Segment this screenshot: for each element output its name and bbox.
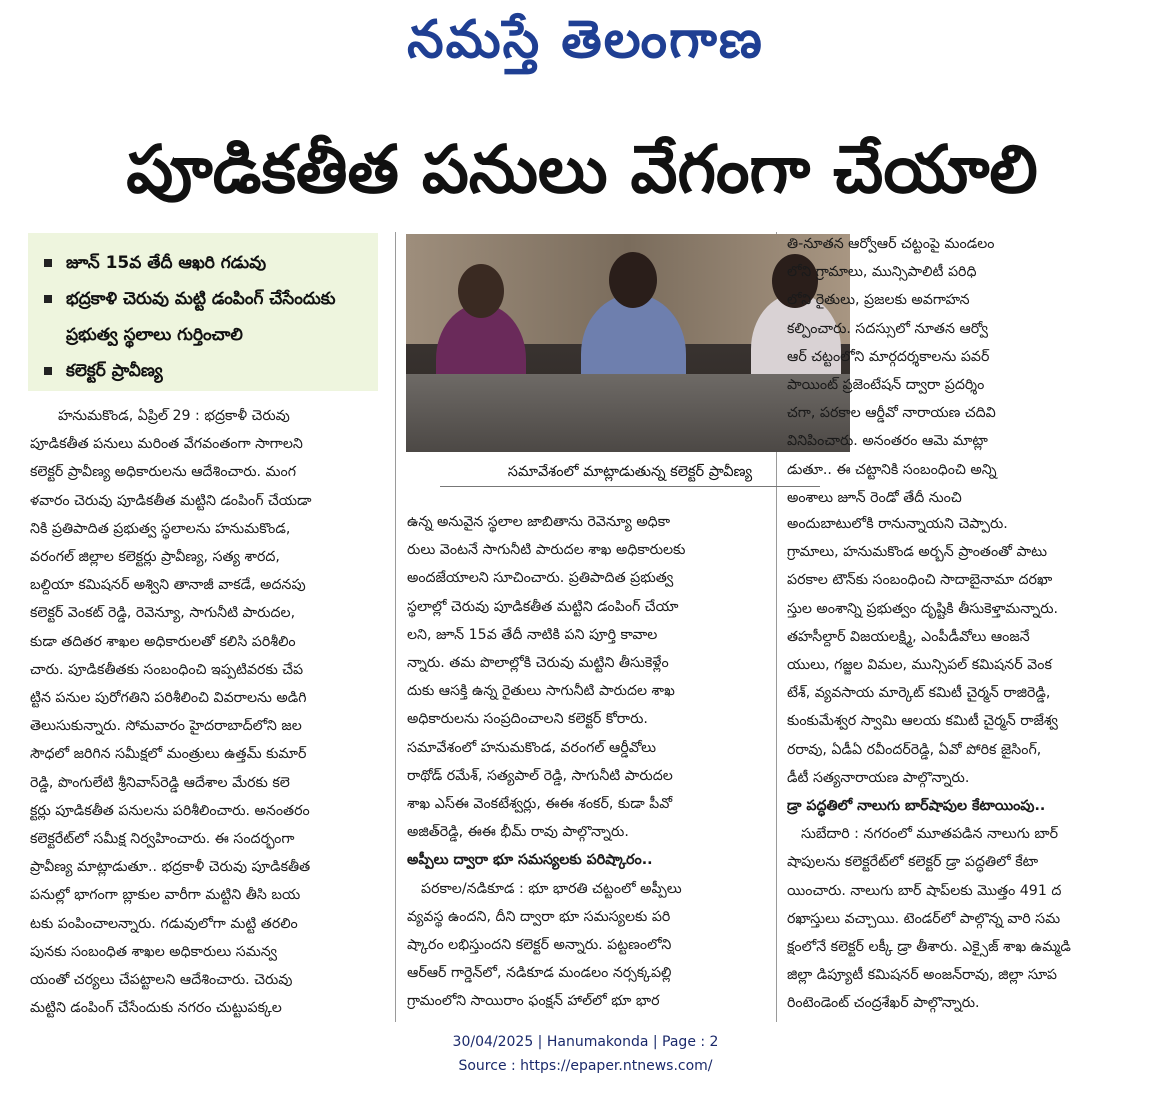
text-line: ఆర్ చట్టంలోని మార్గదర్శకాలను పవర్ <box>787 348 990 365</box>
text-line: పరకాల/నడికూడ : భూ భారతి చట్టంలో అప్పీలు <box>421 880 682 897</box>
text-line: దుకు ఆసక్తి ఉన్న రైతులు సాగునీటి పారుదల శాఖ <box>407 683 675 700</box>
text-line: హనుమకొండ, ఏప్రిల్ 29 : భద్రకాళీ చెరువు <box>58 408 290 424</box>
text-line: షాపులను కలెక్టరేట్‌లో కలెక్టర్ డ్రా పద్ధతిలో కేటా <box>787 854 1039 871</box>
text-line: స్తుల అంశాన్ని ప్రభుత్వం దృష్టికి తీసుకెళ్తామన్నారు. <box>787 600 1059 617</box>
column-divider <box>395 232 396 1022</box>
text-line: పూడికతీత పనులు మరింత వేగవంతంగా సాగాలని <box>30 436 303 453</box>
text-line: క్టర్లు పూడికతీత పనులను పరిశీలించారు. అనంతరం <box>30 802 310 819</box>
highlight-item <box>40 245 368 281</box>
text-line: మట్టిని డంపింగ్ చేసేందుకు నగరం చుట్టుపక్కల <box>30 1000 282 1017</box>
text-line: ళవారం చెరువు పూడికతీత మట్టిని డంపింగ్ చేయడా <box>30 492 312 509</box>
text-line: సుబేదారి : నగరంలో మూతపడిన నాలుగు బార్ <box>801 826 1059 843</box>
text-line: ఉన్న అనువైన స్థలాల జాబితాను రెవెన్యూ అధికా <box>407 514 670 530</box>
text-line: రరావు, ఏడీఏ రవీందర్‌రెడ్డి, ఏవో పోరిక జైసింగ్, <box>787 741 1042 758</box>
text-line: పరకాల టౌన్‌కు సంబంధించి సాదాబైనామా దరఖా <box>787 572 1053 589</box>
text-line: కుంకుమేశ్వర స్వామి ఆలయ కమిటీ చైర్మన్ రాజేశ్వ <box>787 713 1058 730</box>
text-line: చగా, పరకాల ఆర్డీవో నారాయణ చదివి <box>787 405 996 422</box>
text-line: వినిపించారు. అనంతరం ఆమె మాట్లా <box>787 433 988 450</box>
text-line: కుడా తదితర శాఖల అధికారులతో కలిసి పరిశీలిం <box>30 633 296 650</box>
footer-date-edition: 30/04/2025 | Hanumakonda | Page : 2 <box>452 1034 719 1050</box>
text-line: పునకు సంబంధిత శాఖల అధికారులు సమన్వ <box>30 943 278 960</box>
section-subheading: డ్రా పద్ధతిలో నాలుగు బార్‌షాపుల కేటాయింపు.. <box>787 798 1046 815</box>
text-line: పనుల్లో భాగంగా బ్లాకుల వారీగా మట్టిని తీసి బయ <box>30 887 301 904</box>
text-line: అంశాలు జూన్ రెండో తేదీ నుంచి <box>787 489 962 506</box>
text-line: టేశ్, వ్యవసాయ మార్కెట్ కమిటీ చైర్మన్ రాజిరెడ్డి, <box>787 685 1051 702</box>
headline: పూడికతీత పనులు వేగంగా చేయాలి <box>126 131 1038 208</box>
text-line: రులు వెంటనే సాగునీటి పారుదల శాఖ అధికారులకు <box>407 542 686 559</box>
photo-head <box>609 252 657 308</box>
text-line: తెలుసుకున్నారు. సోమవారం హైదరాబాద్‌లోని జల <box>30 718 302 735</box>
bullet-icon <box>44 295 52 303</box>
text-line: ష్కారం లభిస్తుందని కలెక్టర్ అన్నారు. పట్టణంలోని <box>407 937 672 954</box>
article-column-1 <box>30 402 390 1022</box>
text-line: వరంగల్ జిల్లాల కలెక్టర్లు ప్రావీణ్య, సత్య శారద, <box>30 549 280 566</box>
text-line: యంతో చర్యలు చేపట్టాలని ఆదేశించారు. చెరువు <box>30 972 293 989</box>
text-line: తి-నూతన ఆర్వోఆర్ చట్టంపై మండలం <box>787 236 995 252</box>
text-line: గ్రామంలోని సాయిరాం ఫంక్షన్ హాల్‌లో భూ భార <box>407 993 660 1010</box>
text-line: చారు. పూడికతీతకు సంబంధించి ఇప్పటివరకు చేప <box>30 661 304 678</box>
text-line: శాఖ ఎస్‌ఈ వెంకటేశ్వర్లు, ఈఈ శంకర్, కుడా పీవో <box>407 796 673 813</box>
text-line: లని, జూన్ 15వ తేదీ నాటికి పని పూర్తి కావాల <box>407 626 658 643</box>
highlight-item <box>40 281 376 353</box>
text-line: ట్టిన పనుల పురోగతిని పరిశీలించి వివరాలను అడిగి <box>30 690 307 707</box>
bullet-icon <box>44 259 52 267</box>
text-line: టకు పంపించాలన్నారు. గడువులోగా మట్టి తరలిం <box>30 915 298 932</box>
text-line: కలెక్టర్ వెంకట్ రెడ్డి, రెవెన్యూ, సాగునీటి పారుదల, <box>30 605 296 622</box>
highlights-box <box>28 233 378 391</box>
text-line: ప్రావీణ్య మాట్లాడుతూ.. భద్రకాళీ చెరువు పూడికతీత <box>30 859 311 876</box>
text-line: గ్రామాలు, హనుమకొండ అర్బన్ ప్రాంతంతో పాటు <box>787 544 1047 561</box>
text-line: అధికారులను సంప్రదించాలని కలెక్టర్ కోరారు. <box>407 711 648 728</box>
text-line: రెడ్డి, పొంగులేటి శ్రీనివాస్‌రెడ్డి ఆదేశాల మేరకు కలె <box>30 774 290 791</box>
text-line: జిల్లా డిప్యూటీ కమిషనర్ అంజన్‌రావు, జిల్లా సూప <box>787 967 1057 984</box>
text-line: స్థలాల్లో చెరువు పూడికతీత మట్టిని డంపింగ్ చేయా <box>407 598 679 615</box>
text-line: కలెక్టర్ ప్రావీణ్య అధికారులను ఆదేశించారు. మంగ <box>30 464 297 481</box>
text-line: నికి ప్రతిపాదిత ప్రభుత్వ స్థలాలను హనుమకొండ, <box>30 520 291 537</box>
highlight-text: జూన్ 15వ తేదీ ఆఖరి గడువు <box>66 253 267 273</box>
text-line: అందుబాటులోకి రానున్నాయని చెప్పారు. <box>787 516 1008 532</box>
highlight-text: భద్రకాళి చెరువు మట్టి డంపింగ్ చేసేందుకు ప్రభుత్వ స్థలాలు గుర్తించాలి <box>66 289 336 345</box>
text-line: వ్యవస్థ ఉందని, దీని ద్వారా భూ సమస్యలకు పరి <box>407 908 671 925</box>
highlight-text: కలెక్టర్ ప్రావీణ్య <box>66 361 163 381</box>
text-line: క్షంలోనే కలెక్టర్ లక్కీ డ్రా తీశారు. ఎక్సైజ్ శాఖ ఉమ్మడి <box>787 939 1071 956</box>
article-column-3-bottom <box>787 510 1137 1018</box>
text-line: యించారు. నాలుగు బార్ షాప్‌లకు మొత్తం 491 ద <box>787 882 1062 899</box>
text-line: డుతూ.. ఈ చట్టానికి సంబంధించి అన్ని <box>787 461 997 478</box>
photo-head <box>458 264 504 318</box>
photo-caption: సమావేశంలో మాట్లాడుతున్న కలెక్టర్ ప్రావీణ్య <box>440 458 820 487</box>
text-line: రింటెండెంట్ చంద్రశేఖర్ పాల్గొన్నారు. <box>787 995 980 1012</box>
text-line: రఖాస్తులు వచ్చాయి. టెండర్‌లో పాల్గొన్న వారి సమ <box>787 910 1061 927</box>
text-line: రాథోడ్ రమేశ్, సత్యపాల్ రెడ్డి, సాగునీటి పారుదల <box>407 767 673 784</box>
text-line: అజిత్‌రెడ్డి, ఈఈ భీమ్ రావు పాల్గొన్నారు. <box>407 824 629 841</box>
text-line: తహసీల్దార్ విజయలక్ష్మి, ఎంపీడీవోలు ఆంజనే <box>787 628 1030 645</box>
text-line: లోని రైతులు, ప్రజలకు అవగాహన <box>787 292 970 309</box>
masthead-logo: నమస్తే తెలంగాణ <box>407 9 764 70</box>
meeting-photo <box>406 234 850 452</box>
section-subheading: అప్పీలు ద్వారా భూ సమస్యలకు పరిష్కారం.. <box>407 852 653 869</box>
text-line: యులు, గజ్జల విమల, మున్సిపల్ కమిషనర్ వెంక <box>787 657 1052 674</box>
text-line: అందజేయాలని సూచించారు. ప్రతిపాదిత ప్రభుత్వ <box>407 570 674 587</box>
text-line: పాయింట్ ప్రజెంటేషన్ ద్వారా ప్రదర్శిం <box>787 377 985 394</box>
highlight-item <box>40 353 368 389</box>
footer-source-link[interactable]: Source : https://epaper.ntnews.com/ <box>458 1058 713 1074</box>
text-line: బల్దియా కమిషనర్ అశ్విని తానాజీ వాకడే, అదనపు <box>30 577 306 594</box>
text-line: ఆర్‌ఆర్ గార్డెన్‌లో, నడికూడ మండలం నర్సక్కపల్లి <box>407 965 672 982</box>
text-line: న్నారు. తమ పొలాల్లోకి చెరువు మట్టిని తీసుకెళ్లేం <box>407 655 669 672</box>
bullet-icon <box>44 367 52 375</box>
text-line: కలెక్టరేట్‌లో సమీక్ష నిర్వహించారు. ఈ సందర్భంగా <box>30 831 295 848</box>
text-line: డీటీ సత్యనారాయణ పాల్గొన్నారు. <box>787 769 970 786</box>
text-line: కల్పించారు. సదస్సులో నూతన ఆర్వో <box>787 320 989 337</box>
text-line: సమావేశంలో హనుమకొండ, వరంగల్ ఆర్డీవోలు <box>407 739 657 756</box>
photo-table <box>406 374 850 452</box>
text-line: సౌధలో జరిగిన సమీక్షలో మంత్రులు ఉత్తమ్ కుమార్ <box>30 746 307 763</box>
article-column-2 <box>407 508 757 1016</box>
article-column-3-top <box>787 230 1137 512</box>
text-line: లోని గ్రామాలు, మున్సిపాలిటీ పరిధి <box>787 264 977 281</box>
